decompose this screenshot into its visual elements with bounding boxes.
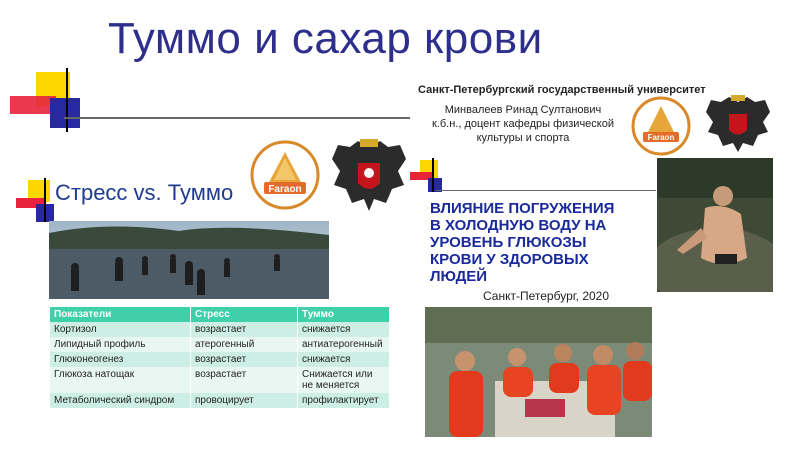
cold-water-photo bbox=[657, 158, 773, 292]
author-department: культуры и спорта bbox=[476, 132, 570, 144]
table-row bbox=[50, 393, 390, 408]
title-divider bbox=[64, 117, 410, 119]
svg-text:Faraon: Faraon bbox=[647, 133, 675, 142]
coat-of-arms-logo bbox=[328, 137, 410, 217]
table-row bbox=[50, 322, 390, 337]
study-title-line: ВЛИЯНИЕ ПОГРУЖЕНИЯ bbox=[430, 200, 615, 217]
study-title-line: ЛЮДЕЙ bbox=[430, 268, 488, 285]
coat-of-arms-logo-small bbox=[703, 94, 773, 156]
table-cell: атерогенный bbox=[191, 337, 298, 352]
table-row bbox=[50, 352, 390, 367]
table-cell: провоцирует bbox=[191, 393, 298, 408]
table-cell: Кортизол bbox=[50, 322, 191, 337]
header-tummo: Туммо bbox=[298, 307, 390, 322]
faraon-logo-small bbox=[631, 96, 691, 156]
table-cell: антиатерогенный bbox=[298, 337, 390, 352]
table-row bbox=[50, 367, 390, 393]
table-cell: Снижается или не меняется bbox=[298, 367, 390, 393]
svg-text:Faraon: Faraon bbox=[268, 184, 302, 195]
author-degree: к.б.н., доцент кафедры физической bbox=[432, 118, 614, 130]
table-cell: снижается bbox=[298, 322, 390, 337]
table-cell: Глюконеогенез bbox=[50, 352, 191, 367]
study-title-line: В ХОЛОДНУЮ ВОДУ НА bbox=[430, 217, 607, 234]
header-stress: Стресс bbox=[191, 307, 298, 322]
table-cell: снижается bbox=[298, 352, 390, 367]
section-subtitle: Стресс vs. Туммо bbox=[55, 180, 234, 205]
table-cell: возрастает bbox=[191, 367, 298, 393]
study-title-line: КРОВИ У ЗДОРОВЫХ bbox=[430, 251, 589, 268]
table-cell: возрастает bbox=[191, 352, 298, 367]
study-city-year: Санкт-Петербург, 2020 bbox=[483, 289, 610, 303]
university-name: Санкт-Петербургский государственный университет bbox=[418, 84, 706, 96]
table-cell: профилактирует bbox=[298, 393, 390, 408]
volunteers-photo bbox=[425, 307, 652, 437]
author-name: Минвалеев Ринад Султанович bbox=[444, 104, 602, 116]
table-cell: возрастает bbox=[191, 322, 298, 337]
table-row bbox=[50, 337, 390, 352]
study-title-line: УРОВЕНЬ ГЛЮКОЗЫ bbox=[430, 234, 587, 251]
lake-group-photo bbox=[49, 221, 329, 299]
faraon-logo bbox=[250, 140, 320, 210]
study-divider bbox=[436, 190, 656, 191]
comparison-table bbox=[50, 307, 390, 408]
study-decoration bbox=[410, 158, 450, 198]
study-title bbox=[430, 200, 650, 285]
table-cell: Глюкоза натощак bbox=[50, 367, 191, 393]
title-decoration bbox=[10, 68, 110, 138]
table-cell: Метаболический синдром bbox=[50, 393, 191, 408]
table-header-row bbox=[50, 307, 390, 322]
slide-title: Туммо и сахар крови bbox=[108, 14, 543, 63]
header-indicator: Показатели bbox=[50, 307, 191, 322]
table-cell: Липидный профиль bbox=[50, 337, 191, 352]
